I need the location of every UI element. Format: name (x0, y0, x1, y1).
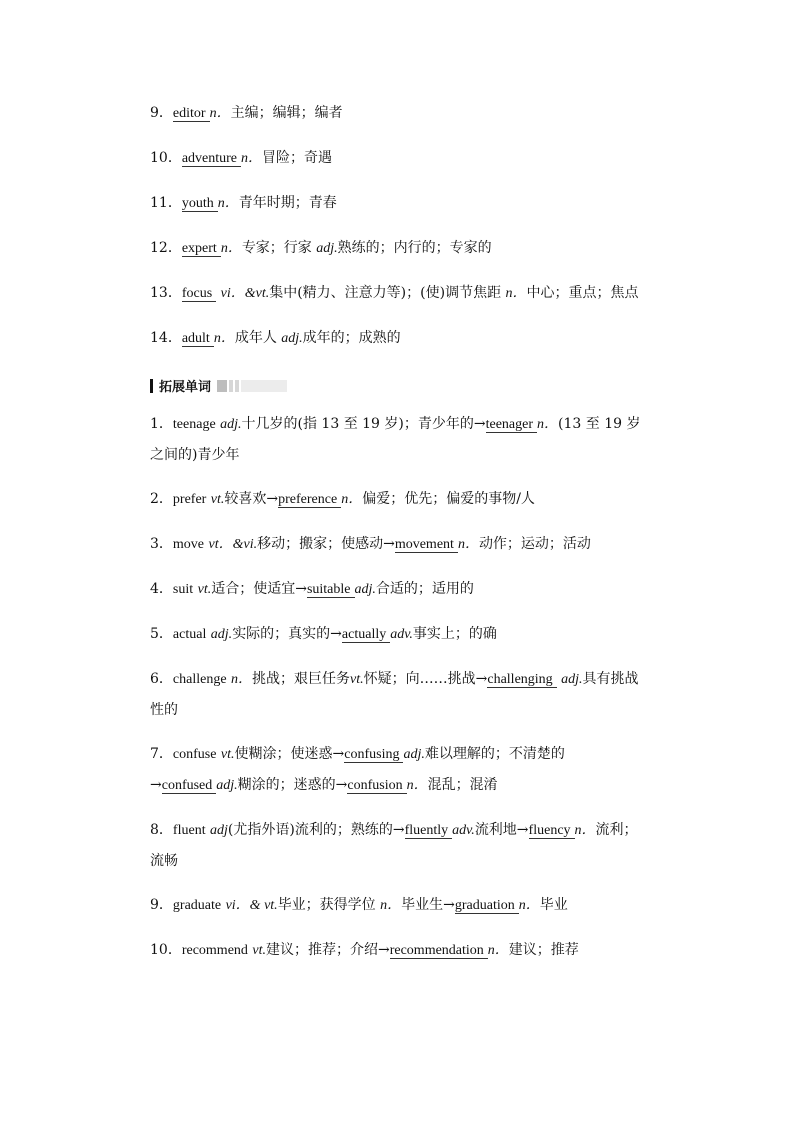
answer-word: challenging (487, 672, 556, 688)
answer-word: graduation (455, 898, 519, 914)
answer-word: fluency (529, 823, 575, 839)
ext-entry-10: 10．recommend vt.建议；推荐；介绍→recommendation n．建议；推荐 (150, 942, 579, 958)
answer-word: suitable (307, 582, 355, 598)
answer-word: actually (342, 627, 390, 643)
answer-word: focus (182, 286, 216, 302)
core-entry-14: 14．adult n．成年人 adj.成年的；成熟的 (150, 330, 401, 346)
answer-word: adventure (182, 151, 241, 167)
core-entry-11: 11．youth n．青年时期；青春 (150, 195, 337, 211)
ext-entry-5: 5．actual adj.实际的；真实的→actually adv.事实上；的确 (150, 626, 497, 642)
section-heading-text: 拓展单词 (159, 380, 212, 395)
ext-entry-3: 3．move vt．&vi.移动；搬家；使感动→movement n．动作；运动；活动 (150, 536, 591, 552)
ext-entry-1: 1．teenage adj.十几岁的(指 13 至 19 岁)；青少年的→teenager n．(13 至 19 岁之间的)青少年 (150, 416, 641, 463)
answer-word: movement (395, 537, 458, 553)
answer-word: adult (182, 331, 214, 347)
ext-entry-6: 6．challenge n．挑战；艰巨任务vt.怀疑；向……挑战→challenging adj.具有挑战性的 (150, 671, 639, 718)
core-entry-9: 9．editor n．主编；编辑；编者 (150, 105, 343, 121)
ext-entry-8: 8．fluent adj(尤指外语)流利的；熟练的→fluently adv.流利地→fluency n．流利；流畅 (150, 822, 638, 869)
answer-word: confusion (347, 778, 406, 794)
answer-word: confused (162, 778, 217, 794)
vocab-content (150, 98, 650, 966)
ext-entry-9: 9．graduate vi．& vt.毕业；获得学位 n．毕业生→graduation n．毕业 (150, 897, 568, 913)
answer-word: preference (278, 492, 341, 508)
answer-word: teenager (486, 417, 537, 433)
answer-word: editor (173, 106, 210, 122)
core-entry-13: 13．focus vi．&vt.集中(精力、注意力等)；(使)调节焦距 n．中心；重点；焦点 (150, 285, 639, 301)
ext-entry-7: 7．confuse vt.使糊涂；使迷惑→confusing adj.难以理解的；不清楚的→confused adj.糊涂的；迷惑的→confusion n．混乱；混淆 (150, 746, 565, 793)
answer-word: expert (182, 241, 221, 257)
ext-entry-4: 4．suit vt.适合；使适宜→suitable adj.合适的；适用的 (150, 581, 474, 597)
answer-word: fluently (405, 823, 453, 839)
answer-word: recommendation (390, 943, 488, 959)
section-heading (150, 376, 650, 395)
answer-word: youth (182, 196, 218, 212)
answer-word: confusing (344, 747, 403, 763)
heading-bar-icon (150, 379, 153, 393)
ext-entry-2: 2．prefer vt.较喜欢→preference n．偏爱；优先；偏爱的事物/人 (150, 491, 535, 507)
core-entry-10: 10．adventure n．冒险；奇遇 (150, 150, 333, 166)
heading-deco-icon (217, 380, 287, 392)
core-entry-12: 12．expert n．专家；行家 adj.熟练的；内行的；专家的 (150, 240, 492, 256)
